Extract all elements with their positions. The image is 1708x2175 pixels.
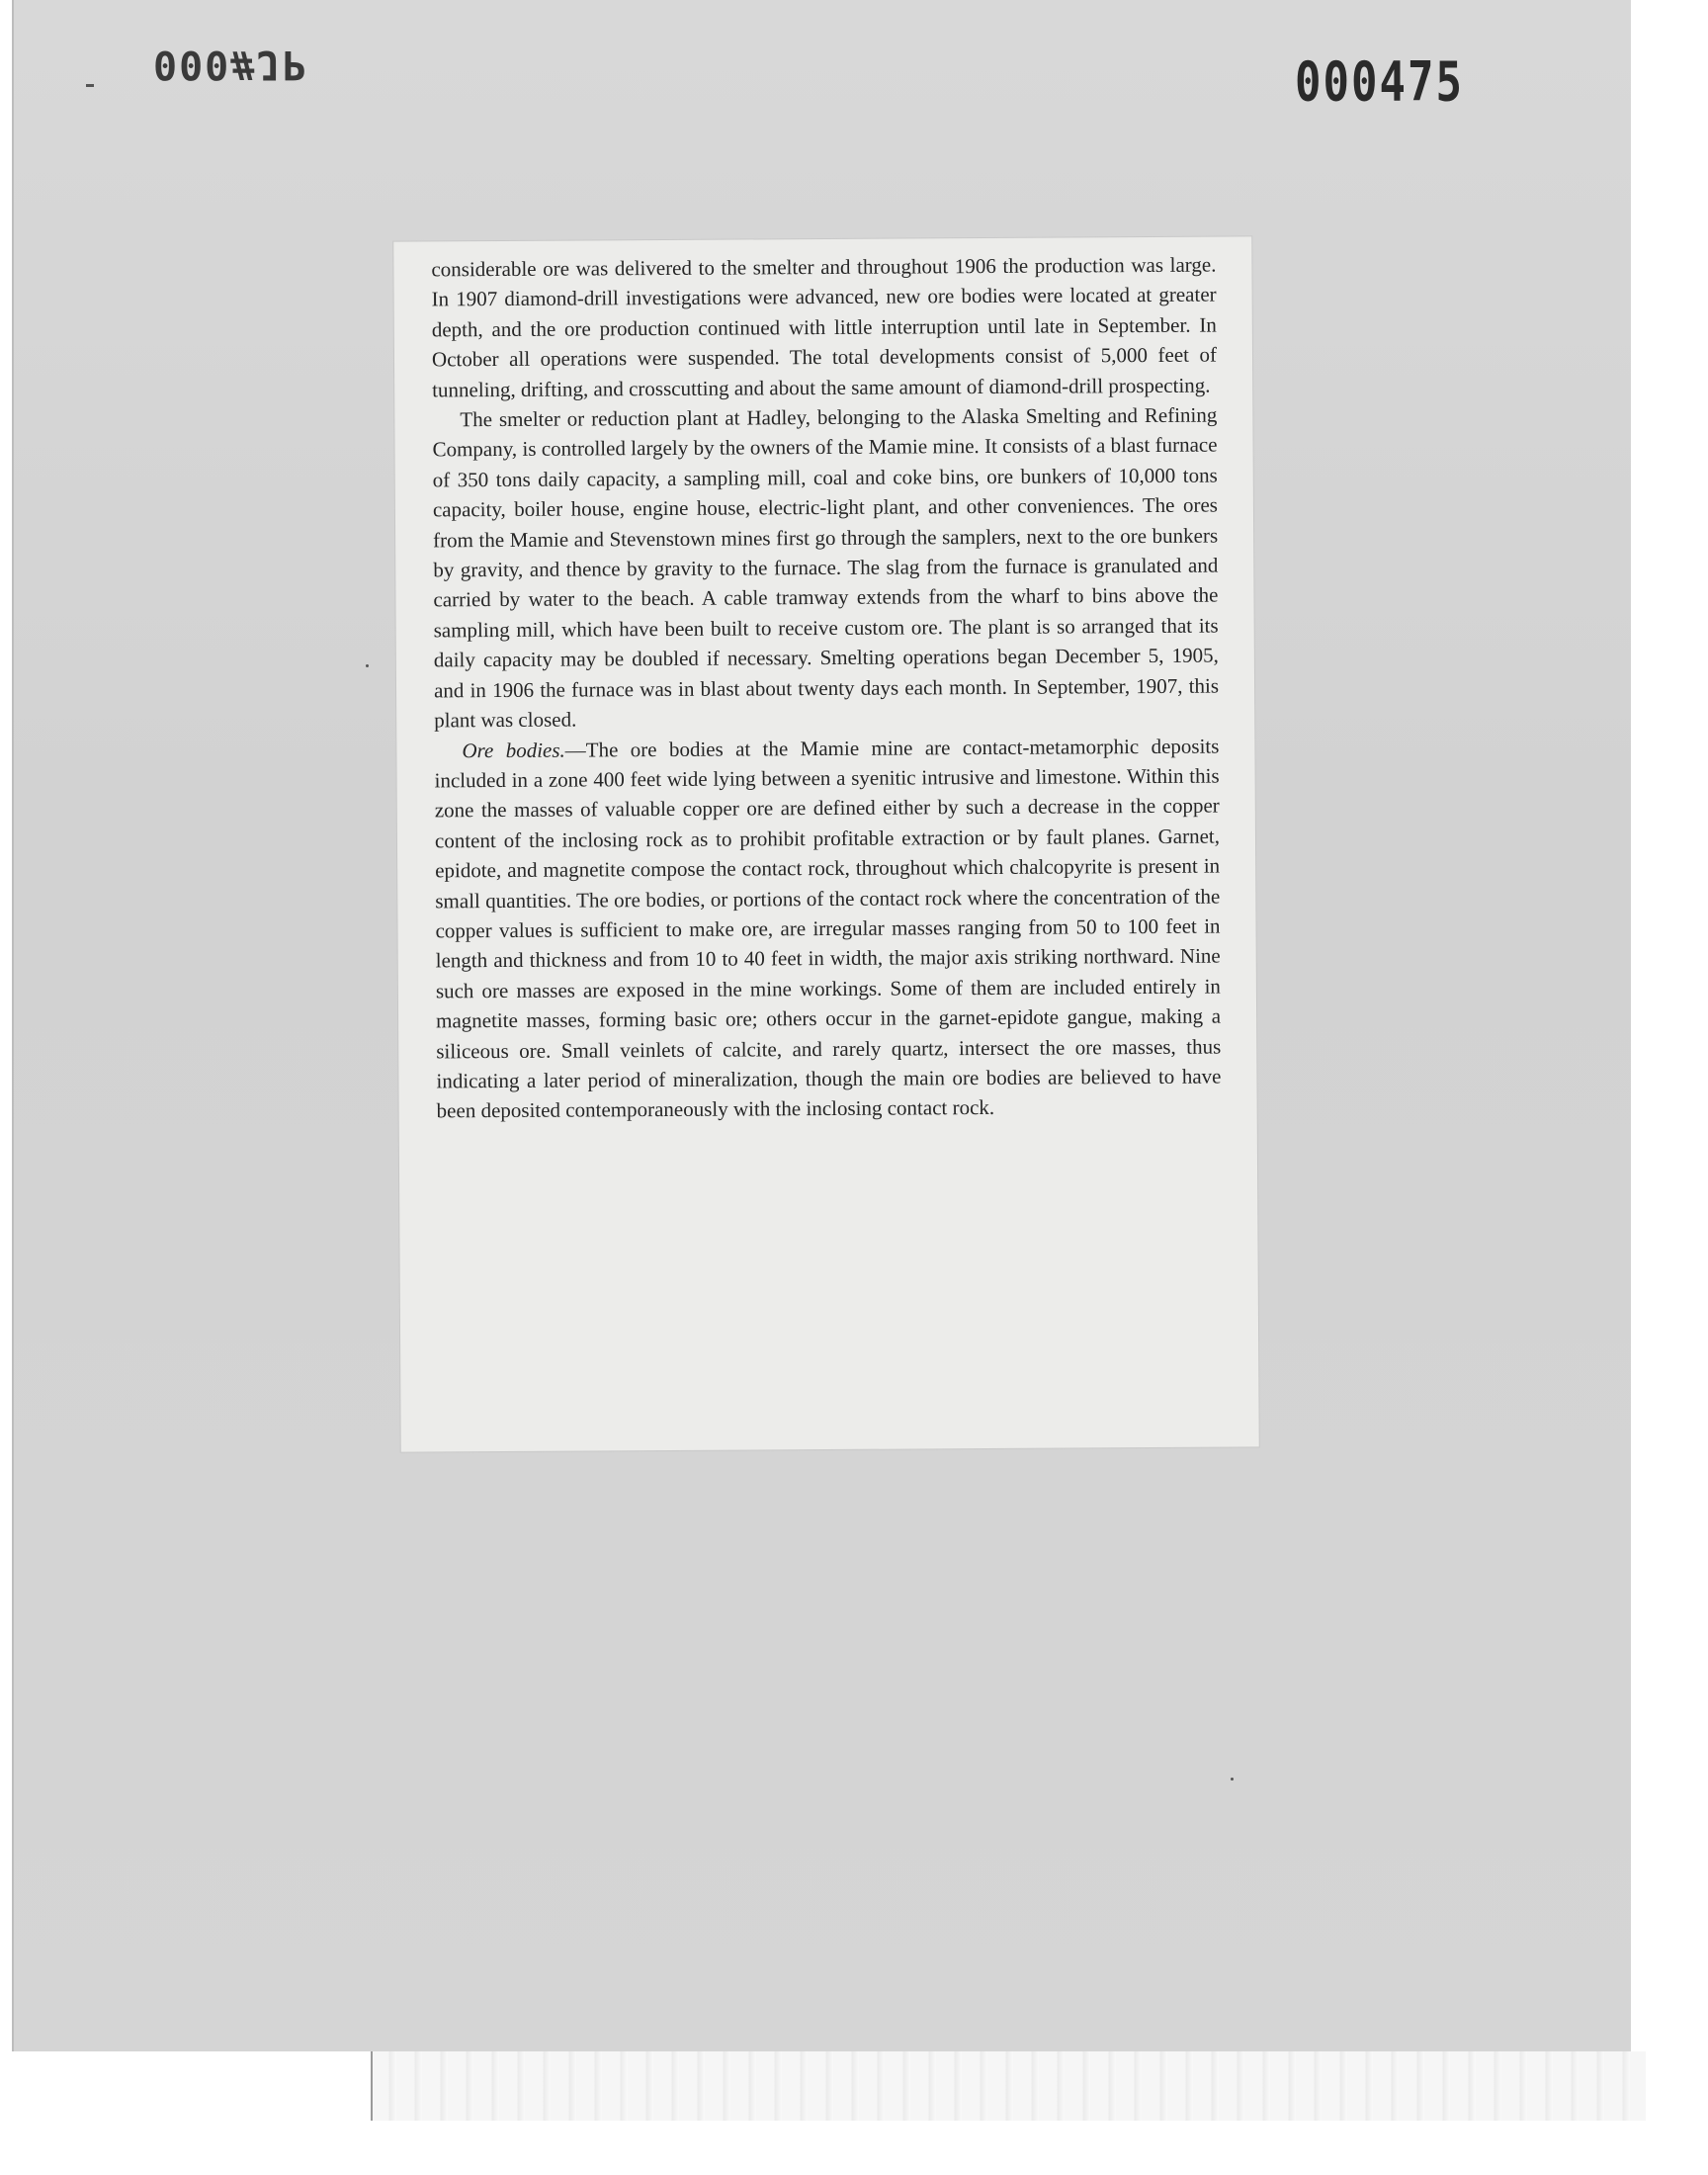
paragraph-production-history <box>431 250 1217 405</box>
paragraph-text: —The ore bodies at the Mamie mine are contact-metamorphic deposits included in a zone 400 feet wide lying between a syenitic intrusive and limestone. Within this zone the masses of valuable copper ore are defined either by such a decrease in the copper content of the inclosing rock as to prohibit profitable extraction or by fault planes. Garnet, epidote, and magnetite compose the contact rock, throughout which chalcopyrite is present in small quantities. The ore bodies, or portions of the contact rock where the concentration of the copper values is sufficient to make ore, are irregular masses ranging from 50 to 100 feet in length and thickness and from 10 to 40 feet in width, the major axis striking northward. Nine such ore masses are exposed in the mine workings. Some of them are included entirely in magnetite masses, forming basic ore; others occur in the garnet-epidote gangue, making a siliceous ore. Small veinlets of calcite, and rarely quartz, intersect the ore masses, thus indicating a later period of mineralization, though the main ore bodies are believed to have been deposited contemporaneously with the inclosing contact rock. <box>434 734 1222 1123</box>
document-page-clipping <box>393 236 1258 1451</box>
speck-mark <box>366 664 369 667</box>
paragraph-ore-bodies <box>434 731 1221 1126</box>
document-body-text <box>431 250 1221 1127</box>
paragraph-smelter-plant <box>432 400 1219 736</box>
stamp-left-code: 000#JP <box>153 42 308 87</box>
paragraph-text: considerable ore was delivered to the smelter and throughout 1906 the production was large. In 1907 diamond-drill investigations were advanced, new ore bodies were located at greater depth, and the ore production continued with little interruption until late in September. In October all operations were suspended. The total developments consist of 5,000 feet of tunneling, drifting, and crosscutting and about the same amount of diamond-drill prospecting. <box>431 252 1218 402</box>
pencil-tick-mark <box>86 84 94 87</box>
section-heading-ore-bodies: Ore bodies. <box>462 738 565 762</box>
speck-mark <box>1231 1778 1234 1781</box>
paragraph-text: The smelter or reduction plant at Hadley, belonging to the Alaska Smelting and Refining Company, is controlled largely by the owners of the Mamie mine. It consists of a blast furnace of 350 tons daily capacity, a sampling mill, coal and coke bins, ore bunkers of 10,000 tons capacity, boiler house, engine house, electric-light plant, and other conveniences. The ores from the Mamie and Stevenstown mines first go through the samplers, next to the ore bunkers by gravity, and thence by gravity to the furnace. The slag from the furnace is granulated and carried by water to the beach. A cable tramway extends from the wharf to bins above the sampling mill, which have been built to receive custom ore. The plant is so arranged that its daily capacity may be doubled if necessary. Smelting operations began December 5, 1905, and in 1906 the furnace was in blast about twenty days each month. In September, 1907, this plant was closed. <box>432 402 1220 733</box>
scanner-edge-strip <box>371 2051 1646 2121</box>
stamp-page-number: 000475 <box>1295 50 1464 115</box>
scanner-edge-line <box>371 2051 373 2121</box>
